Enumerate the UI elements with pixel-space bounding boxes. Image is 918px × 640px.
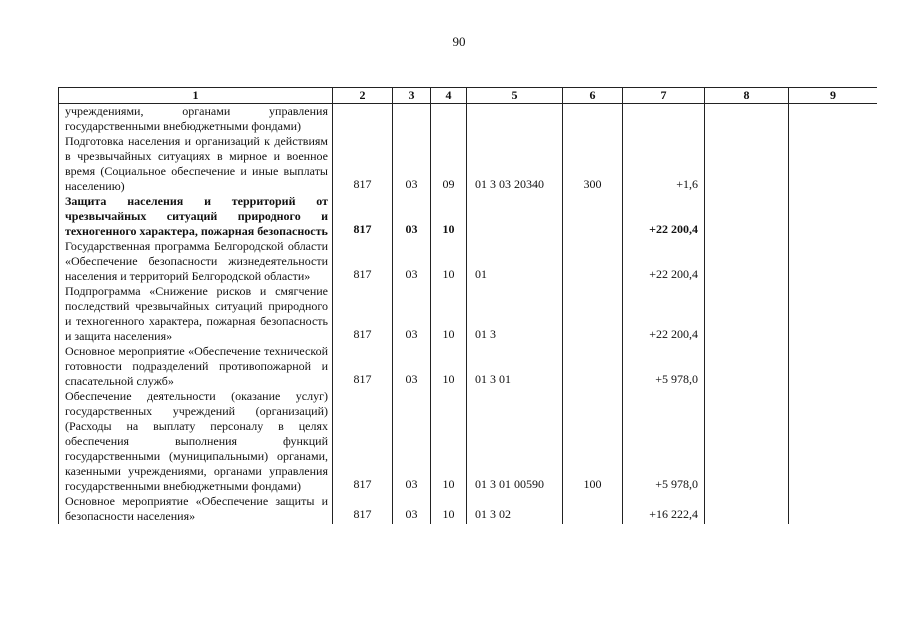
cell-amount: +5 978,0 bbox=[623, 344, 705, 389]
budget-table bbox=[58, 87, 877, 524]
cell-section: 03 bbox=[393, 239, 431, 284]
cell-col-9 bbox=[789, 104, 878, 135]
cell-section: 03 bbox=[393, 284, 431, 344]
cell-subsection: 09 bbox=[431, 134, 467, 194]
page-number: 90 bbox=[452, 34, 466, 49]
cell-col-8 bbox=[705, 239, 789, 284]
cell-amount: +22 200,4 bbox=[623, 194, 705, 239]
cell-section: 03 bbox=[393, 494, 431, 524]
cell-section: 03 bbox=[393, 389, 431, 494]
cell-amount: +16 222,4 bbox=[623, 494, 705, 524]
cell-amount bbox=[623, 104, 705, 135]
table-row bbox=[59, 134, 878, 194]
table-row bbox=[59, 344, 878, 389]
cell-name: Подготовка населения и организаций к действиям в чрезвычайных ситуациях в мирное и военное время (Социальное обеспечение и иные выплаты населению) bbox=[59, 134, 333, 194]
cell-col-9 bbox=[789, 494, 878, 524]
cell-subsection: 10 bbox=[431, 284, 467, 344]
cell-admin-code: 817 bbox=[333, 239, 393, 284]
cell-target-article: 01 bbox=[467, 239, 563, 284]
header-col-8: 8 bbox=[705, 88, 789, 104]
table-row bbox=[59, 284, 878, 344]
cell-admin-code: 817 bbox=[333, 494, 393, 524]
cell-section: 03 bbox=[393, 194, 431, 239]
cell-amount: +22 200,4 bbox=[623, 239, 705, 284]
table-row bbox=[59, 389, 878, 494]
table-row bbox=[59, 494, 878, 524]
cell-amount: +1,6 bbox=[623, 134, 705, 194]
cell-subsection bbox=[431, 104, 467, 135]
cell-expense-type: 300 bbox=[563, 134, 623, 194]
cell-col-8 bbox=[705, 344, 789, 389]
cell-col-8 bbox=[705, 104, 789, 135]
cell-subsection: 10 bbox=[431, 494, 467, 524]
cell-expense-type bbox=[563, 194, 623, 239]
cell-col-8 bbox=[705, 284, 789, 344]
cell-col-8 bbox=[705, 134, 789, 194]
budget-table-container bbox=[58, 87, 877, 607]
cell-admin-code: 817 bbox=[333, 344, 393, 389]
cell-name: Государственная программа Белгородской области «Обеспечение безопасности жизнедеятельности населения и территорий Белгородской области» bbox=[59, 239, 333, 284]
cell-admin-code: 817 bbox=[333, 389, 393, 494]
cell-subsection: 10 bbox=[431, 344, 467, 389]
cell-admin-code: 817 bbox=[333, 284, 393, 344]
table-body bbox=[59, 104, 878, 525]
cell-target-article: 01 3 02 bbox=[467, 494, 563, 524]
cell-col-8 bbox=[705, 389, 789, 494]
cell-section bbox=[393, 104, 431, 135]
cell-expense-type bbox=[563, 494, 623, 524]
cell-col-9 bbox=[789, 284, 878, 344]
header-col-1: 1 bbox=[59, 88, 333, 104]
table-row bbox=[59, 239, 878, 284]
cell-amount: +5 978,0 bbox=[623, 389, 705, 494]
cell-target-article: 01 3 03 20340 bbox=[467, 134, 563, 194]
cell-target-article bbox=[467, 104, 563, 135]
cell-col-9 bbox=[789, 389, 878, 494]
cell-name: Основное мероприятие «Обеспечение защиты и безопасности населения» bbox=[59, 494, 333, 524]
header-col-6: 6 bbox=[563, 88, 623, 104]
cell-section: 03 bbox=[393, 134, 431, 194]
cell-amount: +22 200,4 bbox=[623, 284, 705, 344]
header-col-4: 4 bbox=[431, 88, 467, 104]
cell-name: Основное мероприятие «Обеспечение технической готовности подразделений противопожарной и спасательной служб» bbox=[59, 344, 333, 389]
cell-col-9 bbox=[789, 134, 878, 194]
cell-target-article bbox=[467, 194, 563, 239]
cell-name: Защита населения и территорий от чрезвычайных ситуаций природного и техногенного характера, пожарная безопасность bbox=[59, 194, 333, 239]
cell-admin-code bbox=[333, 104, 393, 135]
cell-expense-type bbox=[563, 284, 623, 344]
cell-col-8 bbox=[705, 494, 789, 524]
header-col-2: 2 bbox=[333, 88, 393, 104]
cell-name: Обеспечение деятельности (оказание услуг) государственных учреждений (организаций) (Расходы на выплату персоналу в целях обеспечения выполнения функций государственными (муниципальными) органами, казенными учреждениями, органами управления государственными внебюджетными фондами) bbox=[59, 389, 333, 494]
cell-expense-type bbox=[563, 104, 623, 135]
cell-col-9 bbox=[789, 344, 878, 389]
header-col-5: 5 bbox=[467, 88, 563, 104]
header-col-3: 3 bbox=[393, 88, 431, 104]
cell-col-9 bbox=[789, 194, 878, 239]
cell-admin-code: 817 bbox=[333, 134, 393, 194]
cell-target-article: 01 3 01 bbox=[467, 344, 563, 389]
table-row bbox=[59, 104, 878, 135]
cell-subsection: 10 bbox=[431, 239, 467, 284]
cell-expense-type bbox=[563, 239, 623, 284]
cell-target-article: 01 3 bbox=[467, 284, 563, 344]
header-row bbox=[59, 88, 878, 104]
cell-admin-code: 817 bbox=[333, 194, 393, 239]
cell-name: учреждениями, органами управления государственными внебюджетными фондами) bbox=[59, 104, 333, 135]
cell-col-9 bbox=[789, 239, 878, 284]
table-row bbox=[59, 194, 878, 239]
cell-subsection: 10 bbox=[431, 389, 467, 494]
cell-name: Подпрограмма «Снижение рисков и смягчение последствий чрезвычайных ситуаций природного и техногенного характера, пожарная безопасность и защита населения» bbox=[59, 284, 333, 344]
header-col-7: 7 bbox=[623, 88, 705, 104]
cell-section: 03 bbox=[393, 344, 431, 389]
table-header bbox=[59, 88, 878, 104]
header-col-9: 9 bbox=[789, 88, 878, 104]
cell-target-article: 01 3 01 00590 bbox=[467, 389, 563, 494]
cell-expense-type: 100 bbox=[563, 389, 623, 494]
cell-expense-type bbox=[563, 344, 623, 389]
cell-subsection: 10 bbox=[431, 194, 467, 239]
cell-col-8 bbox=[705, 194, 789, 239]
